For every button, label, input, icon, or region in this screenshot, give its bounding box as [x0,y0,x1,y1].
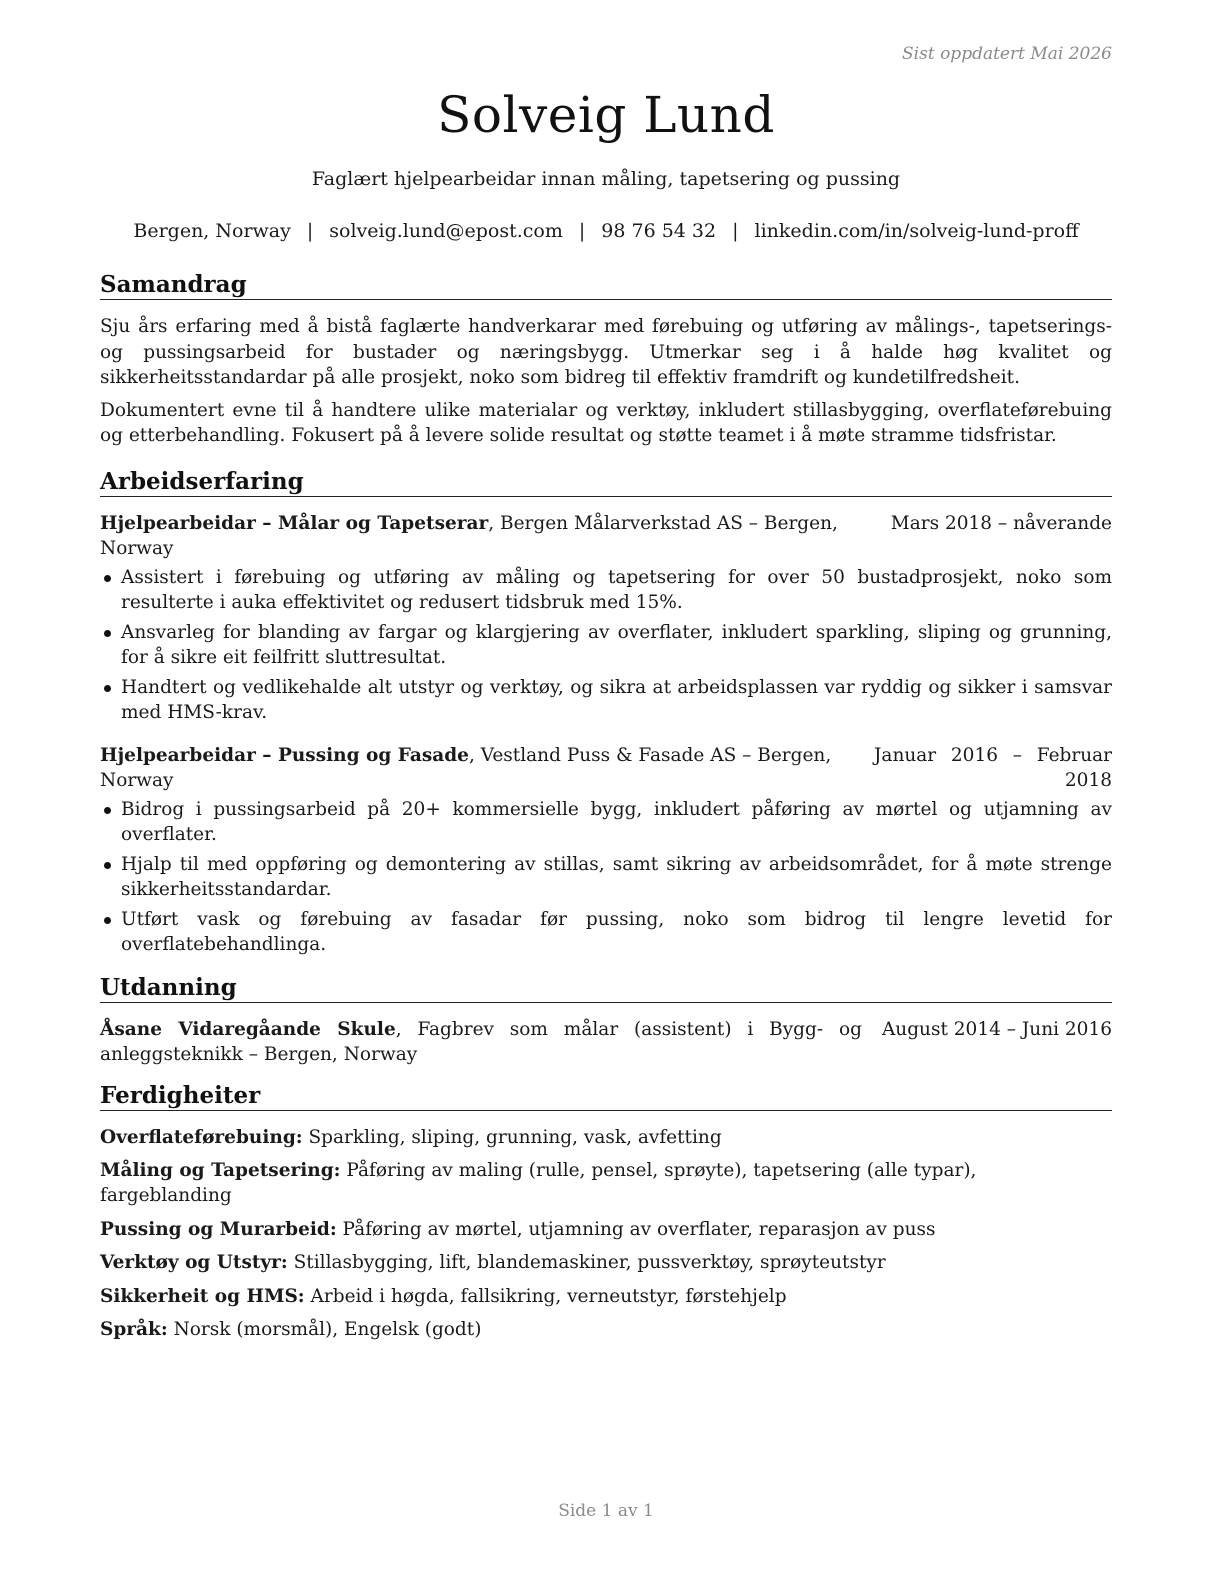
education-section [100,973,1112,1067]
skill-row [100,1125,1112,1150]
job-title: Hjelpearbeidar – Pussing og Fasade [100,744,469,766]
skill-label: Måling og Tapetsering: [100,1160,341,1181]
skill-value: Arbeid i høgda, fallsikring, verneutstyr, førstehjelp [304,1285,787,1307]
job-title-line [100,511,871,561]
job-bullet: Utført vask og førebuing av fasadar før pussing, noko som bidrog til lengre levetid for overflatebehandlinga. [100,907,1112,957]
contact-line [100,220,1112,242]
job-header [100,743,1112,793]
skills-section [100,1081,1112,1343]
skill-value: Norsk (morsmål), Engelsk (godt) [167,1319,482,1340]
contact-separator: | [306,220,314,242]
job-bullet: Ansvarleg for blanding av fargar og klargjering av overflater, inkludert sparkling, sliping og grunning, for å sikre eit feilfritt sluttresultat. [100,620,1112,670]
skill-label: Overflateførebuing: [100,1126,303,1148]
job-title-line [100,743,854,793]
skill-row [100,1284,1112,1309]
job-employer: , Bergen Målarverkstad AS – Bergen, Norway [100,512,838,559]
summary-section [100,270,1112,449]
contact-linkedin[interactable]: linkedin.com/in/solveig-lund-proff [754,220,1079,242]
job-entry [100,743,1112,957]
summary-paragraph: Dokumentert evne til å handtere ulike materialar og verktøy, inkludert stillasbygging, overflateførebuing og etterbehandling. Fokusert på å levere solide resultat og støtte teamet i å møte stramme tidsfristar. [100,399,1112,446]
skill-label: Verktøy og Utstyr: [100,1252,288,1273]
experience-heading: Arbeidserfaring [100,467,1112,497]
skill-label: Pussing og Murarbeid: [100,1218,337,1240]
contact-phone: 98 76 54 32 [601,220,717,242]
education-heading: Utdanning [100,973,1112,1003]
job-bullets [100,565,1112,725]
tagline: Faglært hjelpearbeidar innan måling, tapetsering og pussing [311,168,901,190]
skills-heading: Ferdigheiter [100,1081,1112,1111]
summary-heading: Samandrag [100,270,1112,300]
skill-label: Sikkerheit og HMS: [100,1285,305,1307]
contact-email[interactable]: solveig.lund@epost.com [329,220,563,242]
skill-value: Påføring av mørtel, utjamning av overflater, reparasjon av puss [336,1218,936,1240]
skill-row [100,1217,1112,1242]
skill-row [100,1250,1112,1275]
contact-separator: | [732,220,739,242]
candidate-name: Solveig Lund [437,86,775,144]
contact-separator: | [578,220,586,242]
skill-value: Påføring av maling (rulle, pensel, sprøyte), tapetsering (alle typar), fargeblanding [100,1160,977,1206]
page-number: Side 1 av 1 [558,1501,654,1521]
skill-value: Stillasbygging, lift, blandemaskiner, pussverktøy, sprøyteutstyr [287,1252,886,1273]
skill-row [100,1158,1112,1208]
last-updated: Sist oppdatert Mai 2026 [902,44,1112,64]
job-bullet: Handtert og vedlikehalde alt utstyr og verktøy, og sikra at arbeidsplassen var ryddig og sikker i samsvar med HMS-krav. [100,675,1112,725]
resume-content [100,270,1112,1342]
summary-paragraph: Sju års erfaring med å bistå faglærte handverkarar med førebuing og utføring av målings-, tapetserings- og pussingsarbeid for bustader og næringsbygg. Utmerkar seg i å halde høg kvalitet og sikkerheitsstandardar på alle prosjekt, noko som bidreg til effektiv framdrift og kundetilfredsheit. [100,316,1112,388]
education-school: Åsane Vidaregåande Skule [100,1018,396,1040]
job-bullet: Assistert i førebuing og utføring av måling og tapetsering for over 50 bustadprosjekt, noko som resulterte i auka effektivitet og redusert tidsbruk med 15%. [100,565,1112,615]
job-title: Hjelpearbeidar – Målar og Tapetserar [100,512,489,534]
contact-location: Bergen, Norway [133,220,291,242]
skill-label: Språk: [100,1319,168,1340]
job-dates: Januar 2016 – Februar 2018 [874,744,1112,791]
skill-row [100,1317,1112,1342]
education-entry [100,1017,1112,1067]
education-title-line [100,1017,862,1067]
job-bullet: Hjalp til med oppføring og demontering av stillas, samt sikring av arbeidsområdet, for å møte strenge sikkerheitsstandardar. [100,852,1112,902]
job-employer: , Vestland Puss & Fasade AS – Bergen, Norway [100,744,832,791]
education-dates: August 2014 – Juni 2016 [881,1018,1112,1040]
experience-section [100,467,1112,957]
skill-value: Sparkling, sliping, grunning, vask, avfetting [302,1126,722,1148]
education-detail: , Fagbrev som målar (assistent) i Bygg- og anleggsteknikk – Bergen, Norway [100,1018,862,1065]
job-entry [100,511,1112,725]
job-bullets [100,797,1112,957]
job-dates: Mars 2018 – nåverande [890,512,1112,534]
job-bullet: Bidrog i pussingsarbeid på 20+ kommersielle bygg, inkludert påføring av mørtel og utjamning av overflater. [100,797,1112,847]
resume-page [100,0,1112,1584]
job-header [100,511,1112,561]
